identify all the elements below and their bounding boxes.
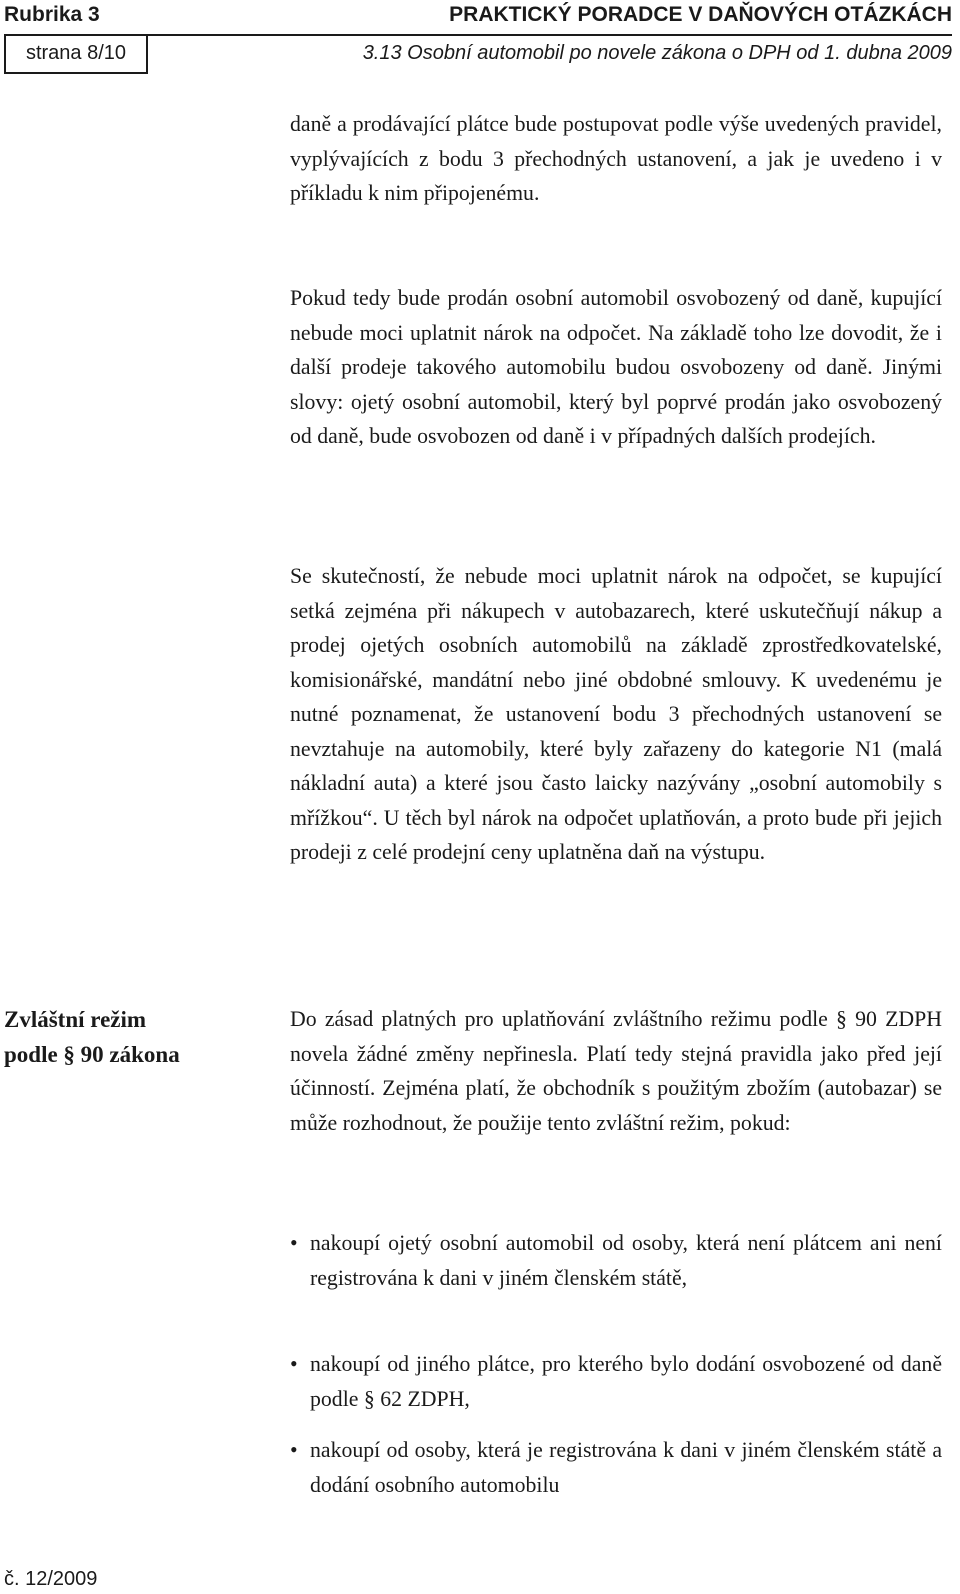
bullet-list — [290, 1347, 942, 1416]
list-item-text: nakoupí ojetý osobní automobil od osoby, která není plátcem ani není registrována k dani v jiném členském státě, — [310, 1231, 942, 1290]
section-label: Rubrika 3 — [4, 3, 100, 26]
chapter-subtitle: 3.13 Osobní automobil po novele zákona o DPH od 1. dubna 2009 — [362, 42, 952, 64]
side-heading — [4, 1002, 274, 1072]
list-item-text: nakoupí od osoby, která je registrována k dani v jiném členském státě a dodání osobního automobilu — [310, 1438, 942, 1497]
paragraph-4: Do zásad platných pro uplatňování zvláštního režimu podle § 90 ZDPH novela žádné změny nepřinesla. Platí tedy stejná pravidla jako před její účinností. Zejména platí, že obchodník s použitým zbožím (autobazar) se může rozhodnout, že použije tento zvláštní režim, pokud: — [290, 1007, 942, 1135]
paragraph-2: Pokud tedy bude prodán osobní automobil osvobozený od daně, kupující nebude moci uplatnit nárok na odpočet. Na základě toho lze dovodit, že i další prodeje takového automobilu budou osvobozeny od daně. Jinými slovy: ojetý osobní automobil, který byl poprvé prodán jako osvobozený od daně, bude osvobozen od daně i v případných dalších prodejích. — [290, 286, 942, 448]
list-item — [290, 1347, 942, 1416]
paragraph-3: Se skutečností, že nebude moci uplatnit nárok na odpočet, se kupující setká zejména při nákupech v autobazarech, které uskutečňují nákup a prodej ojetých osobních automobilů na základě zprostředkovatelské, komisionářské, mandátní nebo jiné obdobné smlouvy. K uvedenému je nutné poznamenat, že ustanovení bodu 3 přechodných ustanovení se nevztahuje na automobily, které byly zařazeny do kategorie N1 (malá nákladní auta) a které jsou často laicky nazývány „osobní automobily s mřížkou“. U těch byl nárok na odpočet uplatňován, a proto bude při jejich prodeji z celé prodejní ceny uplatněna daň na výstupu. — [290, 564, 942, 864]
bullet-list — [290, 1226, 942, 1295]
list-item-text: nakoupí od jiného plátce, pro kterého bylo dodání osvobozené od daně podle § 62 ZDPH, — [310, 1352, 942, 1411]
page-number-label: strana 8/10 — [25, 41, 127, 64]
side-heading-line-2: podle § 90 zákona — [4, 1042, 180, 1067]
page-number-box — [4, 34, 148, 74]
list-item — [290, 1226, 942, 1295]
bullet-icon: • — [290, 1352, 298, 1376]
issue-number: č. 12/2009 — [4, 1568, 98, 1590]
paragraph-1: daně a prodávající plátce bude postupovat podle výše uvedených pravidel, vyplývajících z bodu 3 přechodných ustanovení, a jak je uvedeno i v příkladu k nim připojenému. — [290, 112, 942, 205]
publication-title: PRAKTICKÝ PORADCE V DAŇOVÝCH OTÁZKÁCH — [449, 3, 952, 26]
bullet-list — [290, 1433, 942, 1502]
side-heading-line-1: Zvláštní režim — [4, 1007, 147, 1032]
bullet-icon: • — [290, 1438, 298, 1462]
bullet-icon: • — [290, 1231, 298, 1255]
list-item — [290, 1433, 942, 1502]
